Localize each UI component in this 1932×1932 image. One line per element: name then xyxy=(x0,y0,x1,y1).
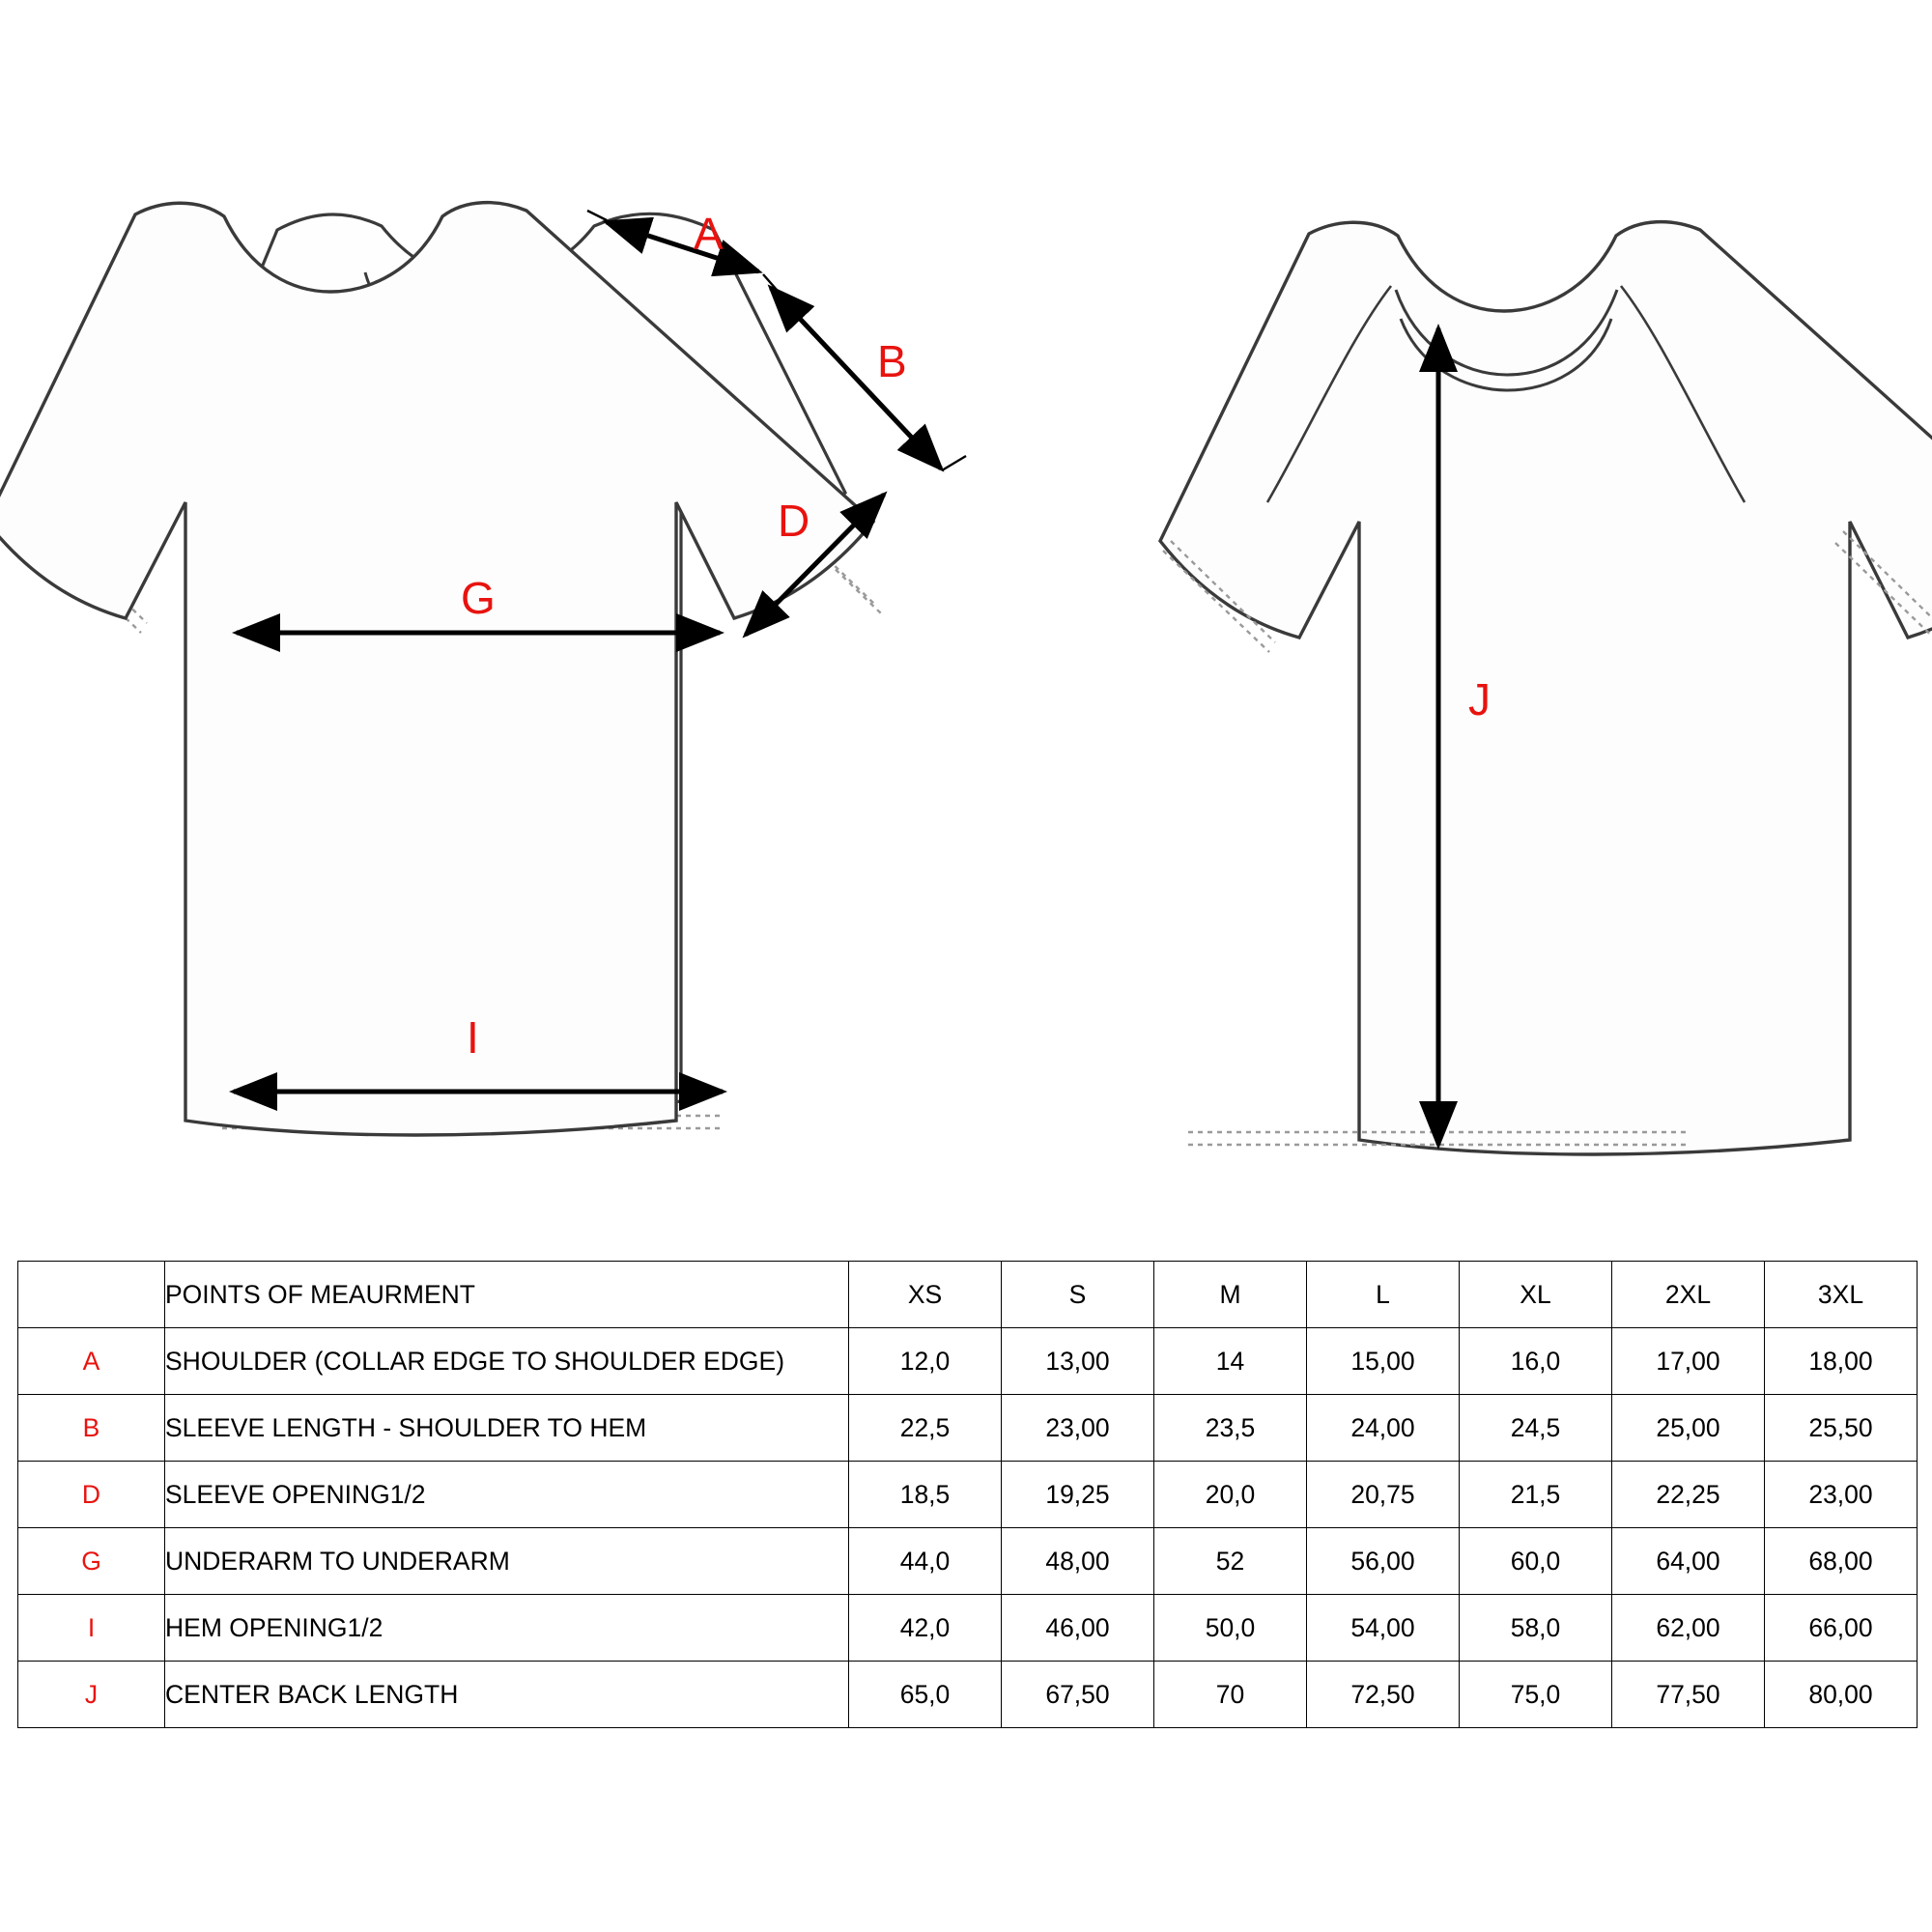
row-a-l: 15,00 xyxy=(1307,1328,1460,1395)
label-G: G xyxy=(461,573,496,623)
row-g-m: 52 xyxy=(1154,1528,1307,1595)
row-name-d: SLEEVE OPENING1/2 xyxy=(165,1462,849,1528)
header-size-l: L xyxy=(1307,1262,1460,1328)
row-g-xl: 60,0 xyxy=(1460,1528,1612,1595)
measurement-table-wrapper xyxy=(17,1261,1917,1728)
label-B: B xyxy=(877,336,907,386)
row-i-m: 50,0 xyxy=(1154,1595,1307,1662)
row-a-2xl: 17,00 xyxy=(1612,1328,1765,1395)
row-g-l: 56,00 xyxy=(1307,1528,1460,1595)
row-g-3xl: 68,00 xyxy=(1765,1528,1918,1595)
table-row xyxy=(18,1395,1918,1462)
row-d-m: 20,0 xyxy=(1154,1462,1307,1528)
row-i-2xl: 62,00 xyxy=(1612,1595,1765,1662)
row-a-3xl: 18,00 xyxy=(1765,1328,1918,1395)
table-row xyxy=(18,1462,1918,1528)
row-letter-j: J xyxy=(18,1662,165,1728)
row-j-2xl: 77,50 xyxy=(1612,1662,1765,1728)
row-a-xs: 12,0 xyxy=(849,1328,1002,1395)
label-I: I xyxy=(467,1012,479,1063)
row-a-xl: 16,0 xyxy=(1460,1328,1612,1395)
row-d-xs: 18,5 xyxy=(849,1462,1002,1528)
row-j-m: 70 xyxy=(1154,1662,1307,1728)
row-letter-d: D xyxy=(18,1462,165,1528)
table-row xyxy=(18,1528,1918,1595)
table-header-row xyxy=(18,1262,1918,1328)
header-size-xs: XS xyxy=(849,1262,1002,1328)
row-i-l: 54,00 xyxy=(1307,1595,1460,1662)
label-D: D xyxy=(778,496,810,546)
header-size-2xl: 2XL xyxy=(1612,1262,1765,1328)
row-d-s: 19,25 xyxy=(1002,1462,1154,1528)
row-b-3xl: 25,50 xyxy=(1765,1395,1918,1462)
header-points-of-measurement: POINTS OF MEAURMENT xyxy=(165,1262,849,1328)
row-j-l: 72,50 xyxy=(1307,1662,1460,1728)
row-j-3xl: 80,00 xyxy=(1765,1662,1918,1728)
row-j-s: 67,50 xyxy=(1002,1662,1154,1728)
row-d-2xl: 22,25 xyxy=(1612,1462,1765,1528)
row-j-xs: 65,0 xyxy=(849,1662,1002,1728)
row-b-xl: 24,5 xyxy=(1460,1395,1612,1462)
row-d-xl: 21,5 xyxy=(1460,1462,1612,1528)
row-name-g: UNDERARM TO UNDERARM xyxy=(165,1528,849,1595)
row-i-s: 46,00 xyxy=(1002,1595,1154,1662)
row-name-i: HEM OPENING1/2 xyxy=(165,1595,849,1662)
header-size-s: S xyxy=(1002,1262,1154,1328)
row-name-j: CENTER BACK LENGTH xyxy=(165,1662,849,1728)
table-row xyxy=(18,1328,1918,1395)
table-row xyxy=(18,1595,1918,1662)
row-name-b: SLEEVE LENGTH - SHOULDER TO HEM xyxy=(165,1395,849,1462)
row-j-xl: 75,0 xyxy=(1460,1662,1612,1728)
header-size-m: M xyxy=(1154,1262,1307,1328)
row-letter-g: G xyxy=(18,1528,165,1595)
header-size-xl: XL xyxy=(1460,1262,1612,1328)
header-size-3xl: 3XL xyxy=(1765,1262,1918,1328)
row-i-3xl: 66,00 xyxy=(1765,1595,1918,1662)
row-d-l: 20,75 xyxy=(1307,1462,1460,1528)
row-g-s: 48,00 xyxy=(1002,1528,1154,1595)
row-b-l: 24,00 xyxy=(1307,1395,1460,1462)
header-letter-blank xyxy=(18,1262,165,1328)
row-letter-b: B xyxy=(18,1395,165,1462)
row-i-xs: 42,0 xyxy=(849,1595,1002,1662)
t-shirt-back-silhouette xyxy=(1160,222,1932,1154)
row-d-3xl: 23,00 xyxy=(1765,1462,1918,1528)
row-name-a: SHOULDER (COLLAR EDGE TO SHOULDER EDGE) xyxy=(165,1328,849,1395)
row-a-s: 13,00 xyxy=(1002,1328,1154,1395)
label-A: A xyxy=(694,209,724,259)
measurement-table xyxy=(17,1261,1918,1728)
row-a-m: 14 xyxy=(1154,1328,1307,1395)
row-i-xl: 58,0 xyxy=(1460,1595,1612,1662)
row-b-s: 23,00 xyxy=(1002,1395,1154,1462)
row-g-xs: 44,0 xyxy=(849,1528,1002,1595)
label-J: J xyxy=(1468,674,1491,724)
row-b-xs: 22,5 xyxy=(849,1395,1002,1462)
row-b-2xl: 25,00 xyxy=(1612,1395,1765,1462)
table-row xyxy=(18,1662,1918,1728)
row-letter-a: A xyxy=(18,1328,165,1395)
row-b-m: 23,5 xyxy=(1154,1395,1307,1462)
row-g-2xl: 64,00 xyxy=(1612,1528,1765,1595)
row-letter-i: I xyxy=(18,1595,165,1662)
